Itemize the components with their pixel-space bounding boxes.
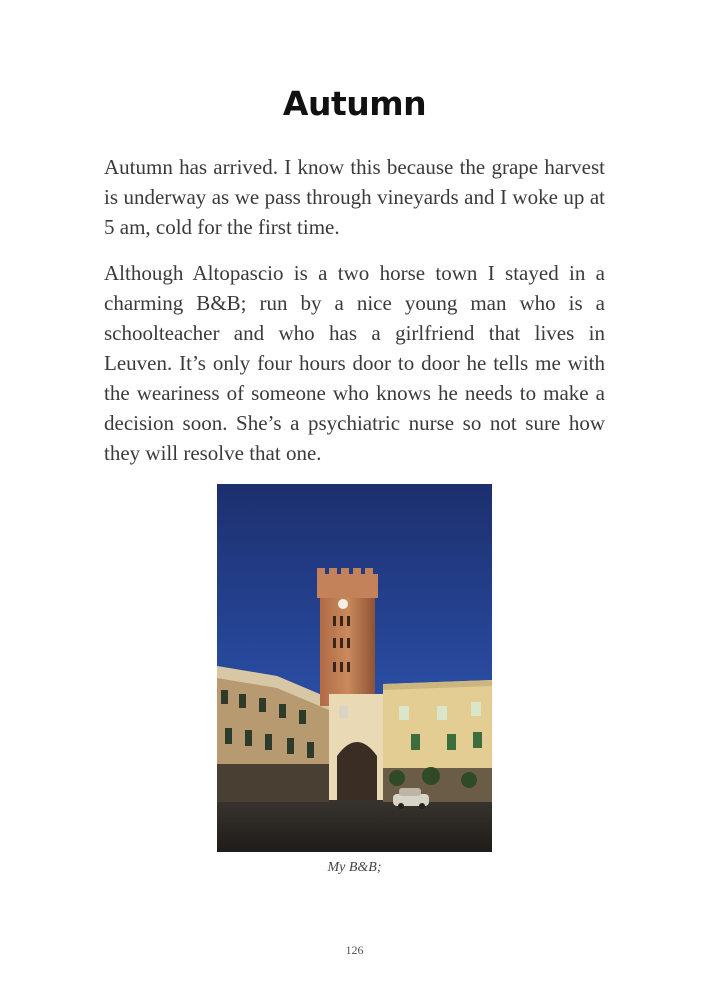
paragraph-2: Although Altopascio is a two horse town I stayed in a charming B&B; run by a nice young man who is a schoolteacher and who has a girlfriend that lives in Leuven. It’s only four hours door to door he tells me with the weariness of someone who knows he needs to make a decision soon. She’s a psychiatric nurse so not sure how they will resolve that one. [104,261,605,465]
page-title: Autumn [282,84,427,123]
photo-icon [217,484,492,852]
paragraph-1: Autumn has arrived. I know this because the grape harvest is underway as we pass through vineyards and I woke up at 5 am, cold for the first time. [104,155,605,239]
photo-caption: My B&B; [327,860,382,875]
page-number: 126 [345,943,364,957]
